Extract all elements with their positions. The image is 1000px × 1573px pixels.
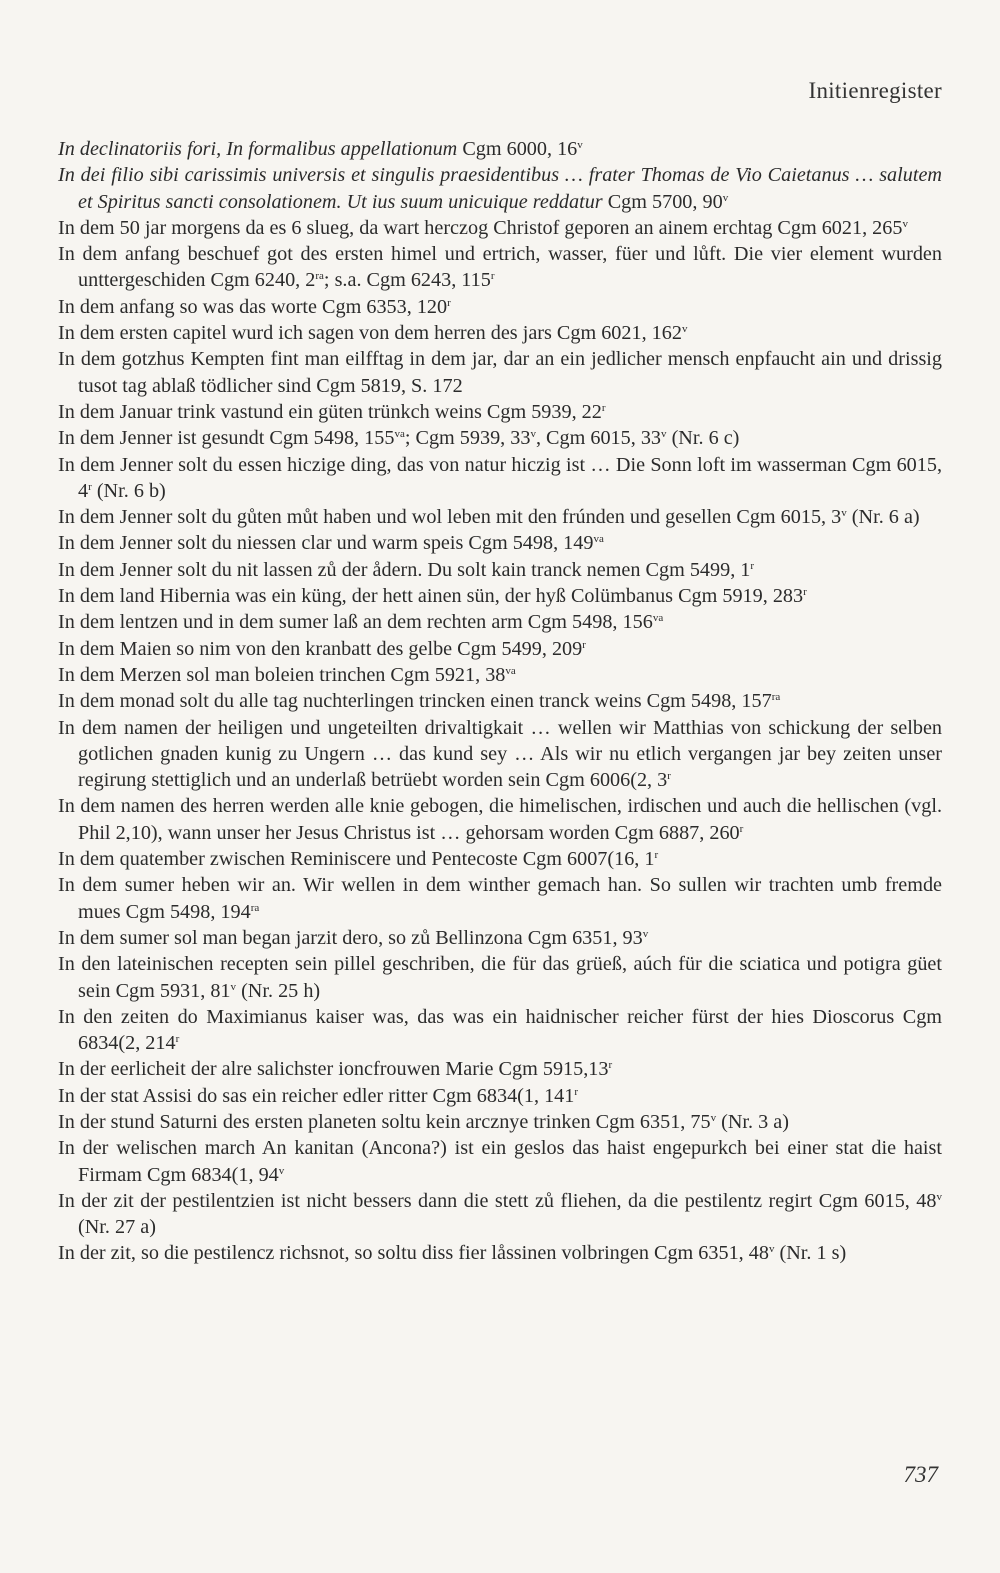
entry-text: In dem 50 jar morgens da es 6 slueg, da wart herczog Christof geporen an ainem erchtag Cgm 6021, 265: [58, 216, 903, 239]
entry-text: In dem quatember zwischen Reminiscere und Pentecoste Cgm 6007(16, 1: [58, 848, 655, 871]
entry-text: ; s.a. Cgm 6243, 115: [323, 269, 491, 292]
index-entry: [58, 793, 942, 846]
entry-text: In der zit der pestilentzien ist nicht bessers dann die stett zů fliehen, da die pestilentz regirt Cgm 6015, 48: [58, 1189, 937, 1212]
entry-text: In der stat Assisi do sas ein reicher edler ritter Cgm 6834(1, 141: [58, 1084, 575, 1107]
entry-text: In dem Jenner solt du gůten můt haben und wol leben mit den frúnden und gesellen Cgm 6015, 3: [58, 506, 842, 529]
page-number: 737: [903, 1462, 938, 1487]
entry-text: In dem Merzen sol man boleien trinchen Cgm 5921, 38: [58, 663, 506, 686]
folio-superscript: v: [841, 507, 847, 520]
entry-text: In den lateinischen recepten sein pillel geschriben, die für das grüeß, aúch für die sciatica und potigra güet sein Cgm 5931, 81: [58, 953, 942, 1002]
index-entry: [58, 1004, 942, 1057]
entry-incipit-italic: In declinatoriis fori, In formalibus appellationum: [58, 138, 458, 160]
folio-superscript: r: [490, 270, 495, 283]
index-entry: [58, 925, 942, 951]
folio-superscript: r: [175, 1033, 180, 1046]
entry-text: (Nr. 25 h): [236, 979, 321, 1002]
folio-superscript: va: [652, 612, 664, 625]
folio-superscript: v: [530, 428, 536, 441]
entry-text: In dem land Hibernia was ein küng, der hett ainen sün, der hyß Colümbanus Cgm 5919, 283: [58, 585, 804, 608]
entry-text: ; Cgm 5939, 33: [404, 427, 531, 450]
index-entry: [58, 636, 942, 662]
index-entry: [58, 504, 942, 530]
index-entry: [58, 688, 942, 714]
folio-superscript: v: [768, 1243, 775, 1256]
index-entry: [58, 530, 942, 556]
folio-superscript: v: [642, 927, 649, 940]
folio-superscript: v: [661, 428, 667, 441]
entry-text: In der stund Saturni des ersten planeten soltu kein arcznye trinken Cgm 6351, 75: [58, 1110, 711, 1133]
entry-text: In dem Jenner ist gesundt Cgm 5498, 155: [58, 427, 395, 450]
running-header: Initienregister: [808, 78, 942, 103]
index-entry: [58, 609, 942, 635]
folio-superscript: r: [739, 822, 744, 835]
folio-superscript: r: [601, 401, 606, 414]
index-entry: [58, 346, 942, 399]
entry-text: Cgm 5700, 90: [602, 190, 723, 213]
index-entry: [58, 241, 942, 294]
entry-text: (Nr. 3 a): [716, 1110, 789, 1133]
folio-superscript: ra: [250, 901, 260, 914]
index-entry: [58, 1083, 942, 1109]
index-entry: [58, 294, 942, 320]
index-entry: [58, 215, 942, 241]
entry-text: In dem Jenner solt du essen hiczige ding, das von natur hiczig ist … Die Sonn loft im wasserman Cgm 6015, 4: [58, 453, 942, 502]
entry-text: In dem Jenner solt du nit lassen zů der ådern. Du solt kain tranck nemen Cgm 5499, 1: [58, 558, 751, 581]
folio-superscript: v: [681, 323, 688, 336]
folio-superscript: r: [667, 770, 671, 783]
entry-text: In dem Jenner solt du niessen clar und warm speis Cgm 5498, 149: [58, 532, 594, 555]
folio-superscript: v: [936, 1190, 942, 1203]
index-entry: [58, 583, 942, 609]
entry-text: In dem monad solt du alle tag nuchterlingen trincken einen tranck weins Cgm 5498, 157: [58, 690, 772, 713]
entry-text: In den zeiten do Maximianus kaiser was, das was ein haidnischer reicher fürst der hies Dioscorus Cgm 6834(2, 214: [58, 1005, 942, 1055]
index-entry: [58, 136, 942, 162]
entry-text: In dem ersten capitel wurd ich sagen von dem herren des jars Cgm 6021, 162: [58, 322, 682, 345]
entry-text: (Nr. 1 s): [774, 1242, 847, 1265]
entry-text: In dem Maien so nim von den kranbatt des gelbe Cgm 5499, 209: [58, 637, 583, 660]
entry-text: In der eerlicheit der alre salichster ioncfrouwen Marie Cgm 5915,13: [58, 1058, 609, 1081]
entry-text: In dem namen der heiligen und ungeteilten drivaltigkait … wellen wir Matthias von schickung der selben gotlichen gnaden kunig zu Ungern … das kund sey … Als wir nu etlich vergangen jar bey zeiten unser regirung stettiglich und an underlaß betrüebt worden sein Cgm 6006(2, 3: [58, 716, 942, 792]
entry-text: (Nr. 27 a): [78, 1216, 156, 1239]
index-entry-list: [58, 136, 942, 1267]
entry-text: In dem Januar trink vastund ein güten trünkch weins Cgm 5939, 22: [58, 400, 602, 423]
index-entry: [58, 1188, 942, 1241]
folio-superscript: r: [750, 559, 755, 572]
index-entry: [58, 320, 942, 346]
folio-superscript: v: [577, 139, 583, 151]
index-entry: [58, 452, 942, 505]
index-entry: [58, 399, 942, 425]
entry-text: Cgm 6000, 16: [457, 138, 578, 160]
index-entry: [58, 951, 942, 1004]
folio-superscript: r: [447, 296, 451, 309]
index-entry: [58, 872, 942, 925]
folio-superscript: r: [608, 1059, 613, 1072]
index-entry: [58, 425, 942, 451]
entry-text: In dem sumer sol man began jarzit dero, so zů Bellinzona Cgm 6351, 93: [58, 926, 643, 949]
entry-text: , Cgm 6015, 33: [535, 427, 662, 450]
entry-incipit-italic: In dei filio sibi carissimis universis et singulis praesidentibus … frater Thomas de Vio Caietanus … salutem et Spiritus sancti consolationem. Ut ius suum unicuique reddatur: [58, 164, 942, 213]
entry-text: In dem namen des herren werden alle knie gebogen, die himelischen, irdischen und auch die hellischen (vgl. Phil 2,10), wann unser her Jesus Christus ist … gehorsam worden Cgm 6887, 260: [58, 795, 942, 844]
folio-superscript: ra: [771, 691, 781, 704]
entry-text: In der zit, so die pestilencz richsnot, so soltu diss fier låssinen volbringen Cgm 6351, 48: [58, 1242, 769, 1265]
entry-text: In dem lentzen und in dem sumer laß an dem rechten arm Cgm 5498, 156: [58, 611, 653, 634]
index-entry: [58, 662, 942, 688]
entry-text: (Nr. 6 b): [91, 479, 166, 502]
index-entry: [58, 557, 942, 583]
folio-superscript: v: [278, 1164, 285, 1177]
entry-text: (Nr. 6 c): [666, 427, 740, 450]
folio-superscript: r: [803, 586, 807, 599]
folio-superscript: ra: [315, 270, 324, 283]
folio-superscript: r: [654, 849, 659, 862]
index-entry: [58, 1109, 942, 1135]
folio-superscript: r: [88, 480, 92, 493]
index-entry: [58, 1135, 942, 1188]
index-entry: [58, 846, 942, 872]
index-entry: [58, 162, 942, 215]
entry-text: In dem sumer heben wir an. Wir wellen in dem winther gemach han. So sullen wir trachten umb fremde mues Cgm 5498, 194: [58, 874, 942, 923]
folio-superscript: v: [230, 980, 237, 993]
folio-superscript: r: [582, 638, 586, 651]
entry-text: (Nr. 6 a): [846, 506, 920, 529]
index-entry: [58, 1056, 942, 1082]
index-entry: [58, 715, 942, 794]
folio-superscript: v: [710, 1111, 717, 1124]
folio-superscript: v: [902, 217, 908, 230]
index-entry: [58, 1240, 942, 1266]
folio-superscript: v: [722, 191, 729, 204]
folio-superscript: r: [574, 1085, 579, 1098]
entry-text: In der welischen march An kanitan (Ancona?) ist ein geslos das haist engepurkch bei einer stat die haist Firmam Cgm 6834(1, 94: [58, 1137, 942, 1186]
folio-superscript: va: [394, 428, 405, 441]
folio-superscript: va: [593, 533, 604, 546]
entry-text: In dem gotzhus Kempten fint man eilfftag in dem jar, dar an ein jedlicher mensch enpfaucht ain und drissig tusot tag ablaß tödlicher sind Cgm 5819, S. 172: [58, 348, 942, 397]
folio-superscript: va: [505, 664, 516, 677]
entry-text: In dem anfang beschuef got des ersten himel und ertrich, wasser, füer und lůft. Die vier element wurden unttergeschiden Cgm 6240, 2: [58, 243, 942, 292]
entry-text: In dem anfang so was das worte Cgm 6353, 120: [58, 295, 448, 318]
